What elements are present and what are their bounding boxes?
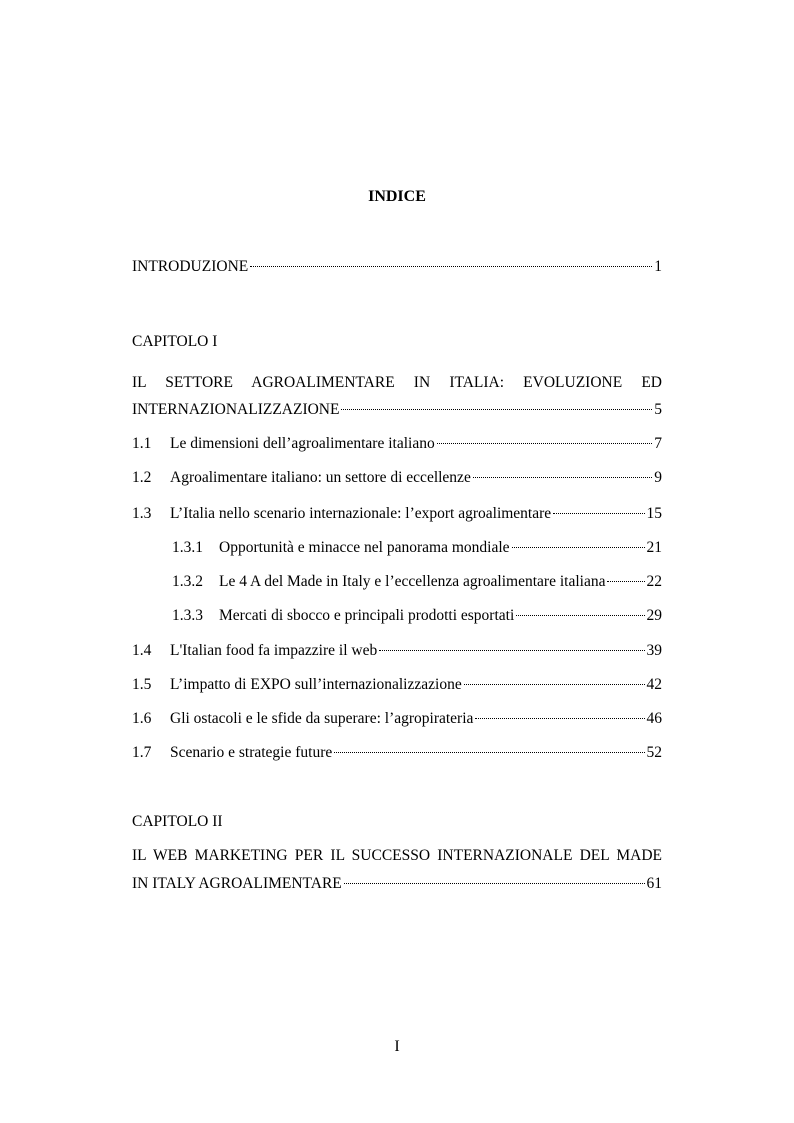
toc-page-number: 15 [646,505,662,522]
section-number: 1.3.2 [172,573,203,590]
toc-entry-text: Mercati di sbocco e principali prodotti esportati [219,607,515,624]
toc-page-number: 5 [654,401,662,418]
toc-entry-section[interactable] [132,674,662,696]
toc-entry-text: Agroalimentare italiano: un settore di eccellenze [170,469,471,486]
leader-dots [516,605,644,616]
chapter-label: CAPITOLO II [132,813,223,830]
toc-entry-text: IN ITALY AGROALIMENTARE [132,875,342,892]
leader-dots [250,256,652,267]
toc-page-number: 52 [646,744,662,761]
toc-entry-text: Gli ostacoli e le sfide da superare: l’agropirateria [170,710,474,727]
toc-entry-section[interactable] [132,467,662,489]
toc-entry-text: INTRODUZIONE [132,258,249,275]
toc-page-number: 61 [646,875,662,892]
toc-entry-section[interactable] [132,433,662,455]
toc-page-number: 42 [646,676,662,693]
page-number: I [394,1038,400,1055]
section-number: 1.6 [132,710,152,727]
leader-dots [607,571,644,582]
toc-page-number: 22 [646,573,662,590]
toc-entry-text: Le dimensioni dell’agroalimentare italiano [170,435,435,452]
page-title: INDICE [368,188,426,205]
chapter-title-line: IL WEB MARKETING PER IL SUCCESSO INTERNAZIONALE DEL MADE [132,847,662,864]
toc-entry-text: Le 4 A del Made in Italy e l’eccellenza agroalimentare italiana [219,573,606,590]
section-number: 1.5 [132,676,152,693]
toc-entry-chapter-2[interactable] [132,873,662,895]
leader-dots [512,537,645,548]
toc-page-number: 21 [646,539,662,556]
chapter-title-line: IL SETTORE AGROALIMENTARE IN ITALIA: EVOLUZIONE ED [132,374,662,391]
toc-entry-introduction[interactable] [132,256,662,278]
section-number: 1.2 [132,469,152,486]
section-number: 1.3.3 [172,607,203,624]
leader-dots [473,467,652,478]
leader-dots [379,640,644,651]
toc-entry-subsection[interactable] [132,537,662,559]
toc-entry-text: L'Italian food fa impazzire il web [170,642,378,659]
leader-dots [475,708,644,719]
toc-entry-section[interactable] [132,503,662,525]
toc-entry-section[interactable] [132,640,662,662]
toc-page-number: 9 [654,469,662,486]
leader-dots [341,399,652,410]
leader-dots [437,433,653,444]
section-number: 1.7 [132,744,152,761]
toc-page-number: 1 [654,258,662,275]
toc-page-number: 46 [646,710,662,727]
leader-dots [553,503,644,514]
section-number: 1.3 [132,505,152,522]
toc-entry-chapter-1[interactable] [132,399,662,421]
toc-entry-text: Scenario e strategie future [170,744,333,761]
chapter-label: CAPITOLO I [132,333,218,350]
section-number: 1.3.1 [172,539,203,556]
toc-entry-subsection[interactable] [132,571,662,593]
toc-page-number: 39 [646,642,662,659]
leader-dots [334,742,644,753]
toc-entry-section[interactable] [132,708,662,730]
toc-entry-text: L’Italia nello scenario internazionale: l’export agroalimentare [170,505,552,522]
toc-entry-subsection[interactable] [132,605,662,627]
leader-dots [464,674,645,685]
toc-entry-section[interactable] [132,742,662,764]
toc-page-number: 7 [654,435,662,452]
leader-dots [344,873,645,884]
toc-entry-text: INTERNAZIONALIZZAZIONE [132,401,340,418]
toc-entry-text: Opportunità e minacce nel panorama mondiale [219,539,510,556]
section-number: 1.4 [132,642,152,659]
section-number: 1.1 [132,435,152,452]
toc-entry-text: L’impatto di EXPO sull’internazionalizzazione [170,676,462,693]
toc-page-number: 29 [646,607,662,624]
